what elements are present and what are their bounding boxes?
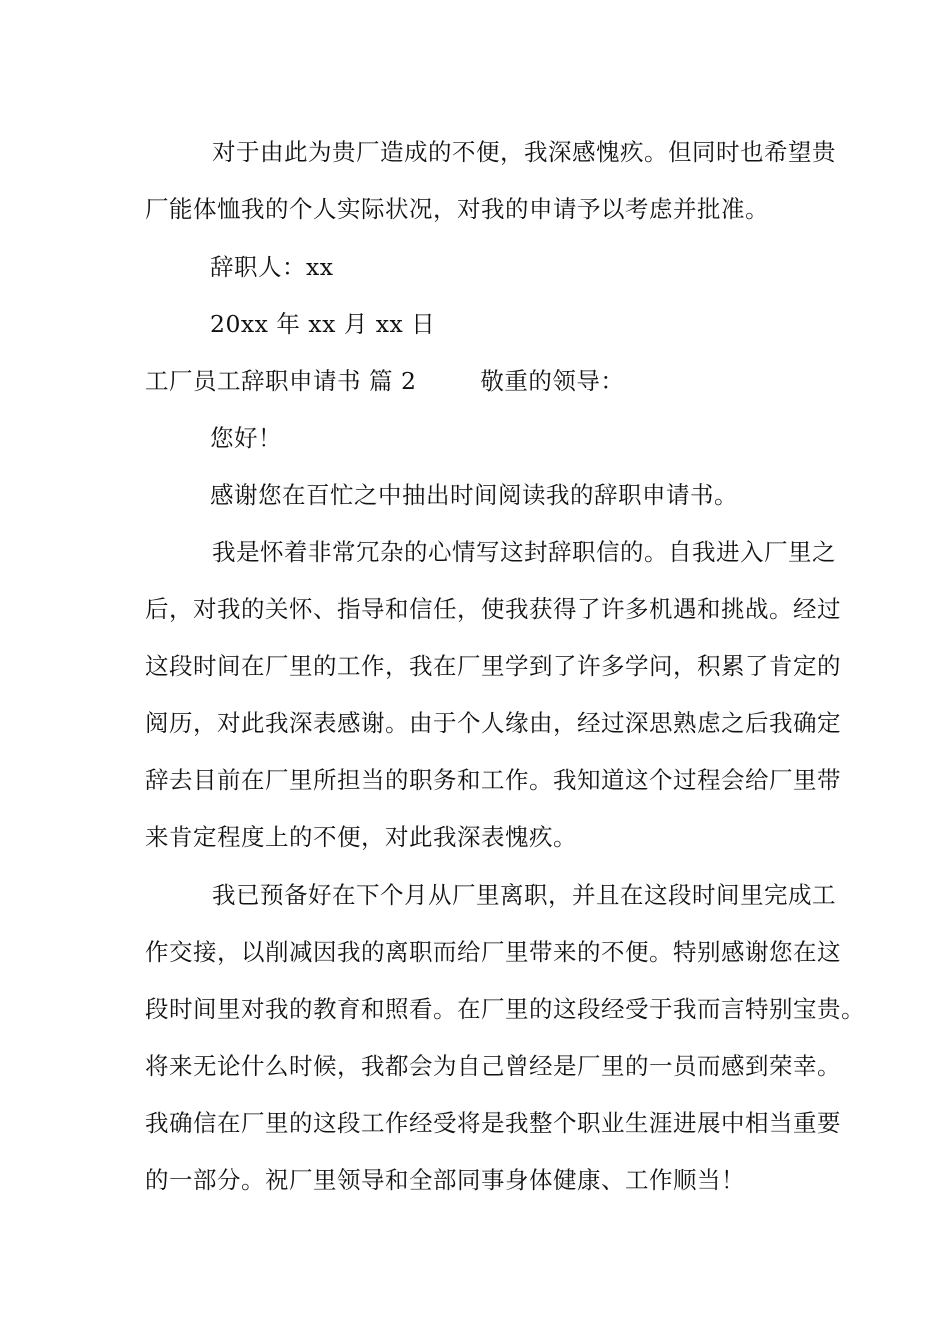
paragraph-1-line-1: 对于由此为贵厂造成的不便，我深感愧疚。但同时也希望贵 <box>212 138 836 166</box>
signature-line: 辞职人：xx <box>210 253 334 281</box>
greeting: 您好！ <box>210 424 282 452</box>
paragraph-2-line-3: 这段时间在厂里的工作，我在厂里学到了许多学问，积累了肯定的 <box>145 652 841 680</box>
salutation: 敬重的领导： <box>480 367 625 395</box>
paragraph-3-line-5: 我确信在厂里的这段工作经受将是我整个职业生涯进展中相当重要 <box>145 1109 841 1137</box>
paragraph-1-line-2: 厂能体恤我的个人实际状况，对我的申请予以考虑并批准。 <box>145 195 769 223</box>
paragraph-3-line-4: 将来无论什么时候，我都会为自己曾经是厂里的一员而感到荣幸。 <box>145 1052 841 1080</box>
paragraph-2-line-6: 来肯定程度上的不便，对此我深表愧疚。 <box>145 823 577 851</box>
paragraph-2-line-4: 阅历，对此我深表感谢。由于个人缘由，经过深思熟虑之后我确定 <box>145 709 841 737</box>
paragraph-3-line-2: 作交接，以削减因我的离职而给厂里带来的不便。特别感谢您在这 <box>145 938 841 966</box>
thanks-line: 感谢您在百忙之中抽出时间阅读我的辞职申请书。 <box>210 481 738 509</box>
paragraph-3-line-6: 的一部分。祝厂里领导和全部同事身体健康、工作顺当！ <box>145 1166 745 1194</box>
section-heading <box>145 366 624 396</box>
section-title: 工厂员工辞职申请书 篇 2 <box>145 367 417 395</box>
paragraph-2-line-5: 辞去目前在厂里所担当的职务和工作。我知道这个过程会给厂里带 <box>145 766 841 794</box>
paragraph-3-line-3: 段时间里对我的教育和照看。在厂里的这段经受于我而言特别宝贵。 <box>145 995 865 1023</box>
paragraph-2-line-2: 后，对我的关怀、指导和信任，使我获得了许多机遇和挑战。经过 <box>145 595 841 623</box>
paragraph-3-line-1: 我已预备好在下个月从厂里离职，并且在这段时间里完成工 <box>212 881 836 909</box>
date-line: 20xx 年 xx 月 xx 日 <box>210 310 436 338</box>
paragraph-2-line-1: 我是怀着非常冗杂的心情写这封辞职信的。自我进入厂里之 <box>212 538 836 566</box>
